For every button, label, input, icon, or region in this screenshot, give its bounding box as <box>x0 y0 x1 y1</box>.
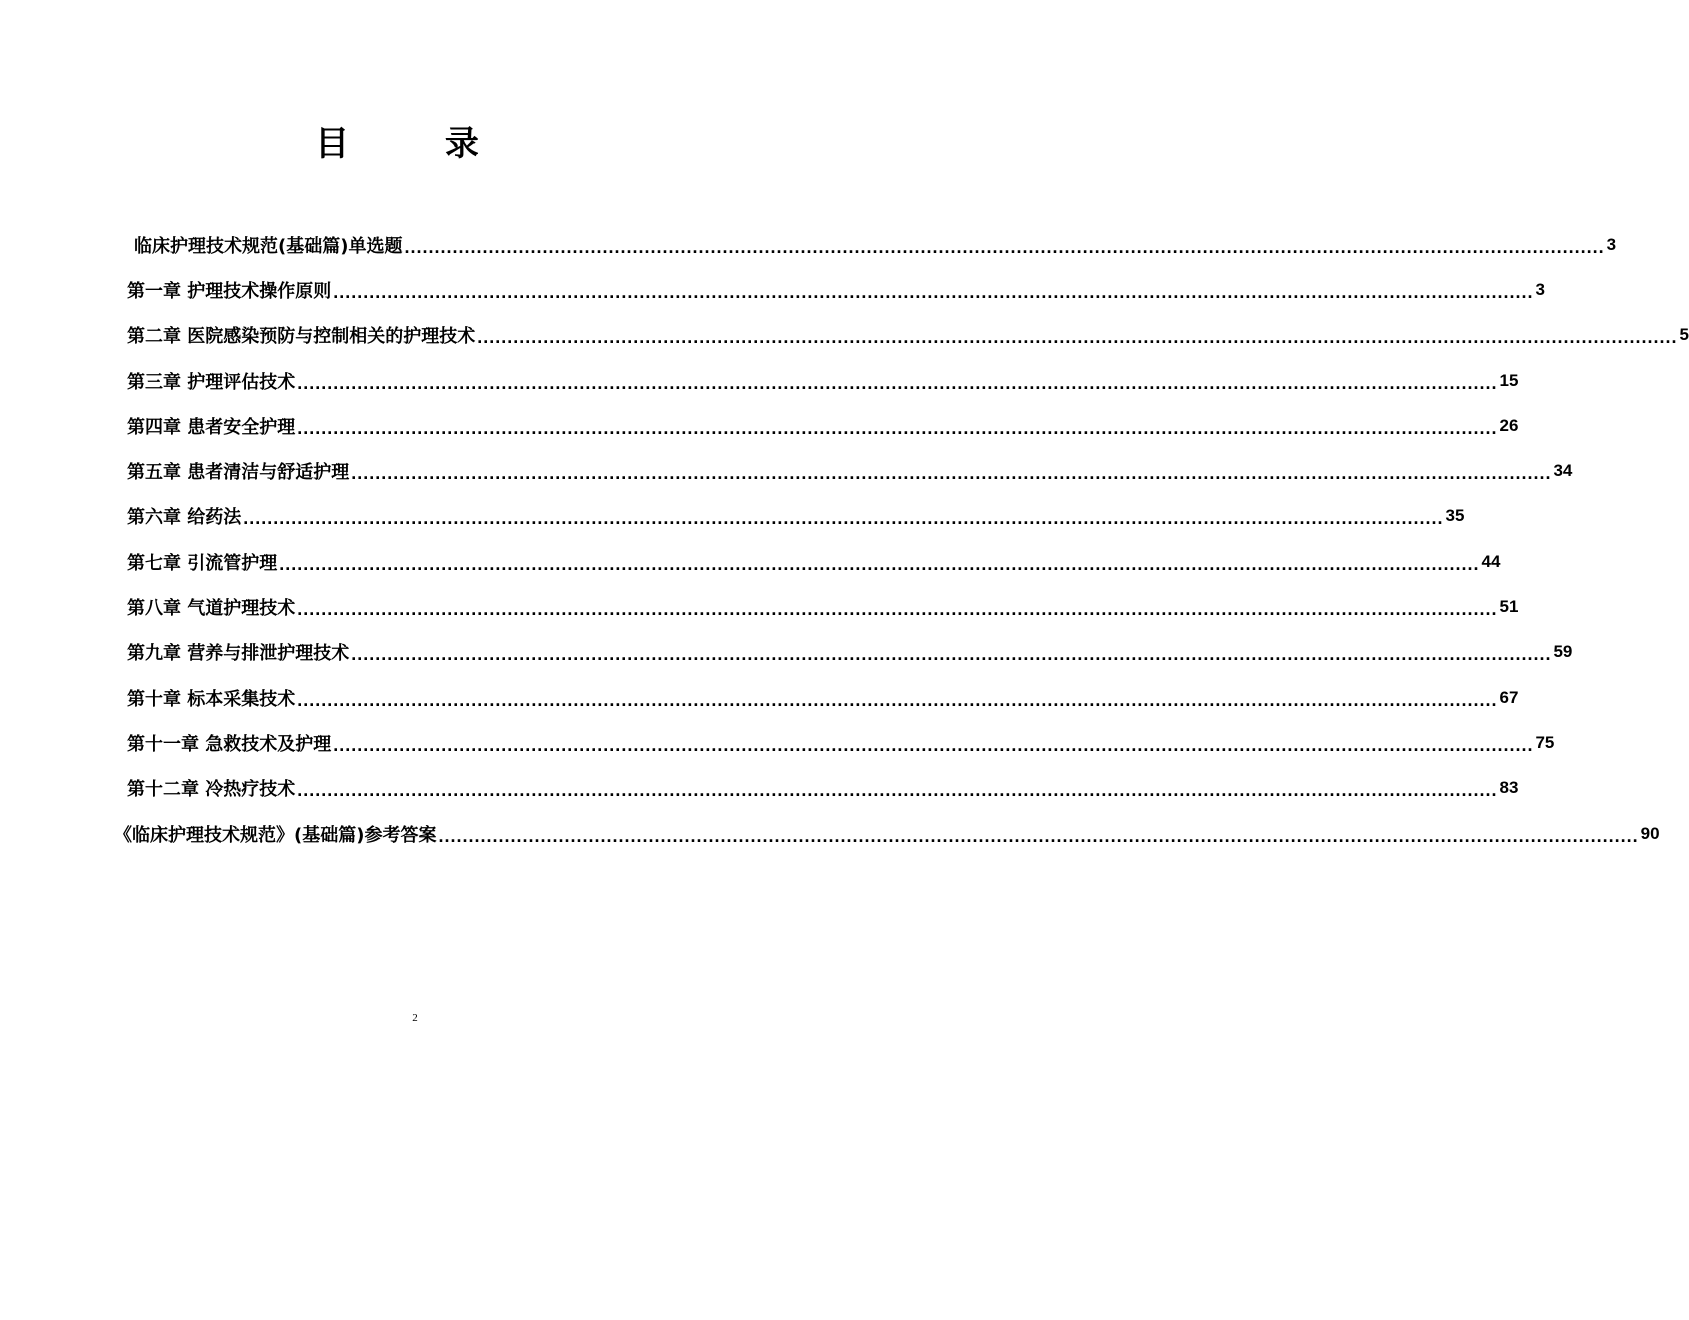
toc-entry[interactable] <box>108 539 1501 584</box>
toc-dot-leader: ........................................................................................................................................................................................................ <box>438 825 1639 846</box>
toc-entry-page: 51 <box>1499 597 1519 617</box>
toc-entry-label: 《临床护理技术规范》(基础篇)参考答案 <box>114 821 438 847</box>
toc-entry-label: 第八章 气道护理技术 <box>127 594 297 620</box>
toc-dot-leader: ........................................................................................................................................................................................................ <box>297 599 1498 620</box>
toc-dot-leader: ........................................................................................................................................................................................................ <box>351 463 1552 484</box>
toc-entry-page: 59 <box>1553 642 1573 662</box>
toc-dot-leader: ........................................................................................................................................................................................................ <box>333 281 1534 302</box>
toc-entry-page: 44 <box>1481 551 1501 571</box>
toc-entry-page: 35 <box>1445 506 1465 526</box>
toc-dot-leader: ........................................................................................................................................................................................................ <box>297 417 1498 438</box>
toc-entry-label: 临床护理技术规范(基础篇)单选题 <box>134 232 404 258</box>
toc-entry[interactable] <box>108 675 1519 720</box>
toc-entry[interactable] <box>108 403 1519 448</box>
toc-dot-leader: ........................................................................................................................................................................................................ <box>297 689 1498 710</box>
toc-entry-page: 3 <box>1535 279 1545 299</box>
toc-entry[interactable] <box>108 313 1689 358</box>
page-title: 目 录 <box>315 124 521 164</box>
toc-entry[interactable] <box>108 811 1660 856</box>
toc-entry-label: 第七章 引流管护理 <box>127 549 279 575</box>
toc-entry-label: 第五章 患者清洁与舒适护理 <box>127 458 351 484</box>
toc-entry-page: 34 <box>1553 461 1573 481</box>
toc-entry-page: 5 <box>1679 325 1689 345</box>
toc-dot-leader: ........................................................................................................................................................................................................ <box>351 644 1552 665</box>
toc-entry-page: 15 <box>1499 370 1519 390</box>
toc-entry-label: 第四章 患者安全护理 <box>127 413 297 439</box>
toc-entry[interactable] <box>108 766 1519 811</box>
table-of-contents <box>108 222 1689 856</box>
toc-entry-page: 3 <box>1606 234 1617 254</box>
toc-dot-leader: ........................................................................................................................................................................................................ <box>297 372 1498 393</box>
toc-entry-label: 第二章 医院感染预防与控制相关的护理技术 <box>127 322 477 348</box>
toc-entry[interactable] <box>108 720 1555 765</box>
toc-entry[interactable] <box>108 630 1573 675</box>
toc-dot-leader: ........................................................................................................................................................................................................ <box>243 508 1444 529</box>
toc-entry[interactable] <box>108 584 1519 629</box>
toc-entry-label: 第十一章 急救技术及护理 <box>127 730 333 756</box>
toc-entry-page: 75 <box>1535 732 1555 752</box>
toc-dot-leader: ........................................................................................................................................................................................................ <box>333 734 1534 755</box>
toc-entry-page: 83 <box>1499 778 1519 798</box>
toc-dot-leader: ........................................................................................................................................................................................................ <box>297 780 1498 801</box>
toc-entry-page: 67 <box>1499 687 1519 707</box>
toc-dot-leader: ........................................................................................................................................................................................................ <box>404 236 1605 257</box>
toc-entry-page: 26 <box>1499 415 1519 435</box>
toc-entry-label: 第十二章 冷热疗技术 <box>127 775 297 801</box>
toc-entry[interactable] <box>108 448 1573 493</box>
toc-entry-label: 第三章 护理评估技术 <box>127 368 297 394</box>
toc-entry[interactable] <box>108 267 1545 312</box>
toc-dot-leader: ........................................................................................................................................................................................................ <box>477 327 1678 348</box>
toc-entry[interactable] <box>108 358 1519 403</box>
toc-entry[interactable] <box>108 494 1465 539</box>
toc-entry-page: 90 <box>1640 823 1660 843</box>
toc-entry-label: 第九章 营养与排泄护理技术 <box>127 639 351 665</box>
toc-entry-label: 第一章 护理技术操作原则 <box>127 277 333 303</box>
toc-entry-label: 第十章 标本采集技术 <box>127 685 297 711</box>
toc-dot-leader: ........................................................................................................................................................................................................ <box>279 553 1480 574</box>
page-number: 2 <box>412 1012 418 1024</box>
toc-entry-label: 第六章 给药法 <box>127 503 243 529</box>
toc-entry[interactable] <box>108 222 1617 267</box>
